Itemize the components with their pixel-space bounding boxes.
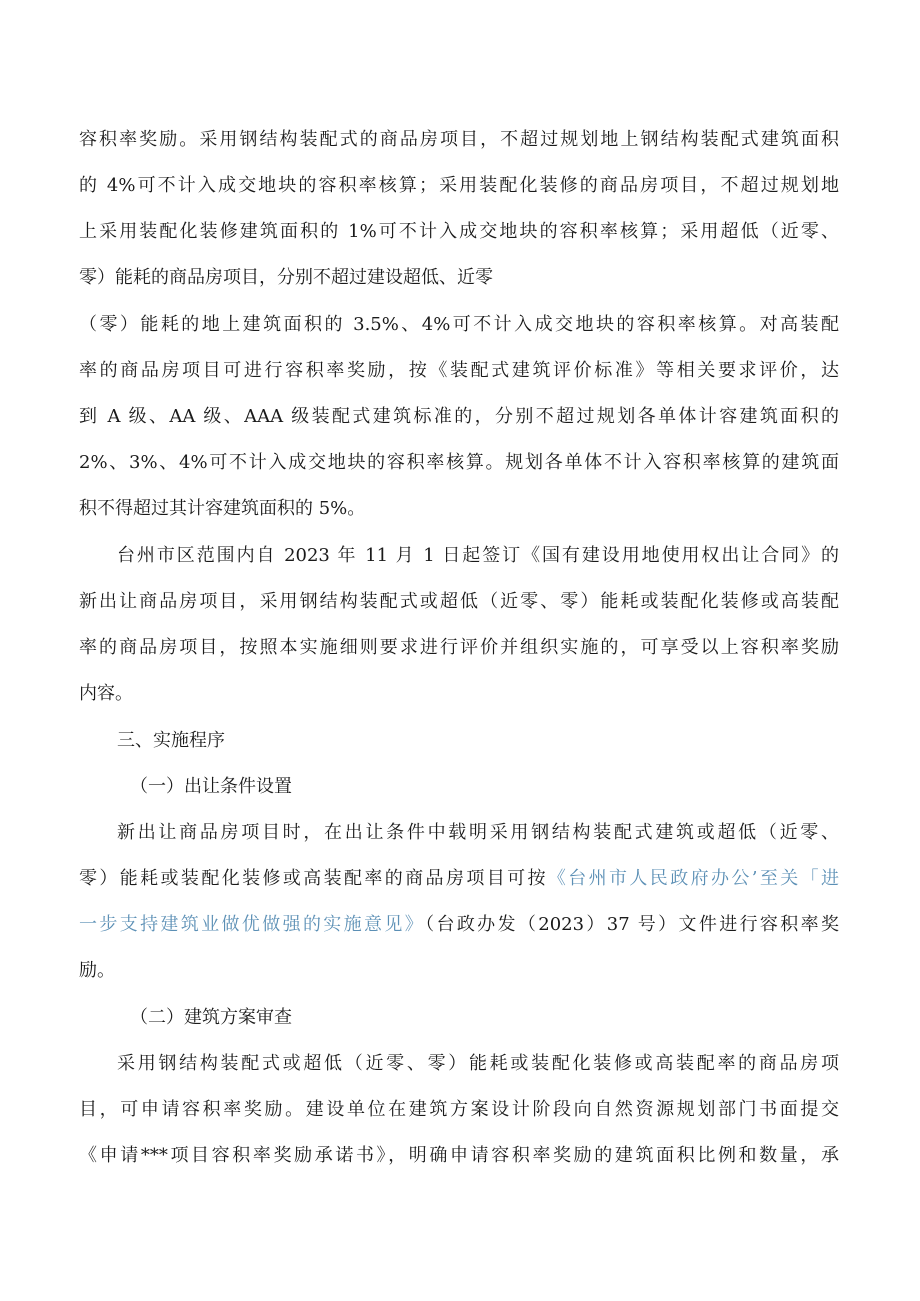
paragraph-line: 2%、3%、4%可不计入成交地块的容积率核算。规划各单体不计入容积率核算的建筑面 (79, 452, 839, 473)
paragraph-line: 新出让商品房项目，采用钢结构装配式或超低（近零、零）能耗或装配化装修或高装配 (79, 591, 839, 612)
document-reference-link[interactable]: 一步支持建筑业做优做强的实施意见》 (79, 914, 426, 935)
subsection-heading: （二）建筑方案审查 (130, 1007, 292, 1028)
paragraph-line: 《申请***项目容积率奖励承诺书》，明确申请容积率奖励的建筑面积比例和数量，承 (79, 1145, 839, 1166)
paragraph-line: 上采用装配化装修建筑面积的 1%可不计入成交地块的容积率核算；采用超低（近零、 (79, 221, 839, 242)
paragraph-line: （零）能耗的地上建筑面积的 3.5%、4%可不计入成交地块的容积率核算。对高装配 (79, 314, 839, 335)
paragraph-line (79, 867, 839, 891)
section-heading: 三、实施程序 (117, 730, 225, 751)
line-text: （台政办发（2023）37 号）文件进行容积率奖 (425, 914, 839, 935)
paragraph-first-line: 台州市区范围内自 2023 年 11 月 1 日起签订《国有建设用地使用权出让合同》的 (117, 545, 839, 566)
paragraph-line: 的 4%可不计入成交地块的容积率核算；采用装配化装修的商品房项目，不超过规划地 (79, 175, 839, 196)
paragraph-first-line: 新出让商品房项目时，在出让条件中载明采用钢结构装配式建筑或超低（近零、 (117, 822, 839, 843)
paragraph-line: 积不得超过其计容建筑面积的 5%。 (79, 498, 366, 519)
paragraph-line (79, 913, 839, 937)
paragraph-line: 励。 (79, 960, 115, 981)
subsection-heading: （一）出让条件设置 (130, 776, 292, 797)
paragraph-line: 率的商品房项目可进行容积率奖励，按《装配式建筑评价标准》等相关要求评价，达 (79, 360, 839, 381)
paragraph-line: 目，可申请容积率奖励。建设单位在建筑方案设计阶段向自然资源规划部门书面提交 (79, 1099, 839, 1120)
line-text: 零）能耗或装配化装修或高装配率的商品房项目可按 (79, 868, 548, 889)
paragraph-first-line: 采用钢结构装配式或超低（近零、零）能耗或装配化装修或高装配率的商品房项 (117, 1053, 839, 1074)
document-reference-link[interactable]: 《台州市人民政府办公’至关「进 (547, 868, 839, 889)
paragraph-line: 率的商品房项目，按照本实施细则要求进行评价并组织实施的，可享受以上容积率奖励 (79, 637, 839, 658)
paragraph-line: 零）能耗的商品房项目，分别不超过建设超低、近零 (79, 267, 493, 288)
paragraph-line: 到 A 级、AA 级、AAA 级装配式建筑标准的，分别不超过规划各单体计容建筑面积的 (79, 406, 839, 427)
paragraph-line: 内容。 (79, 683, 133, 704)
paragraph-line: 容积率奖励。采用钢结构装配式的商品房项目，不超过规划地上钢结构装配式建筑面积 (79, 129, 839, 150)
